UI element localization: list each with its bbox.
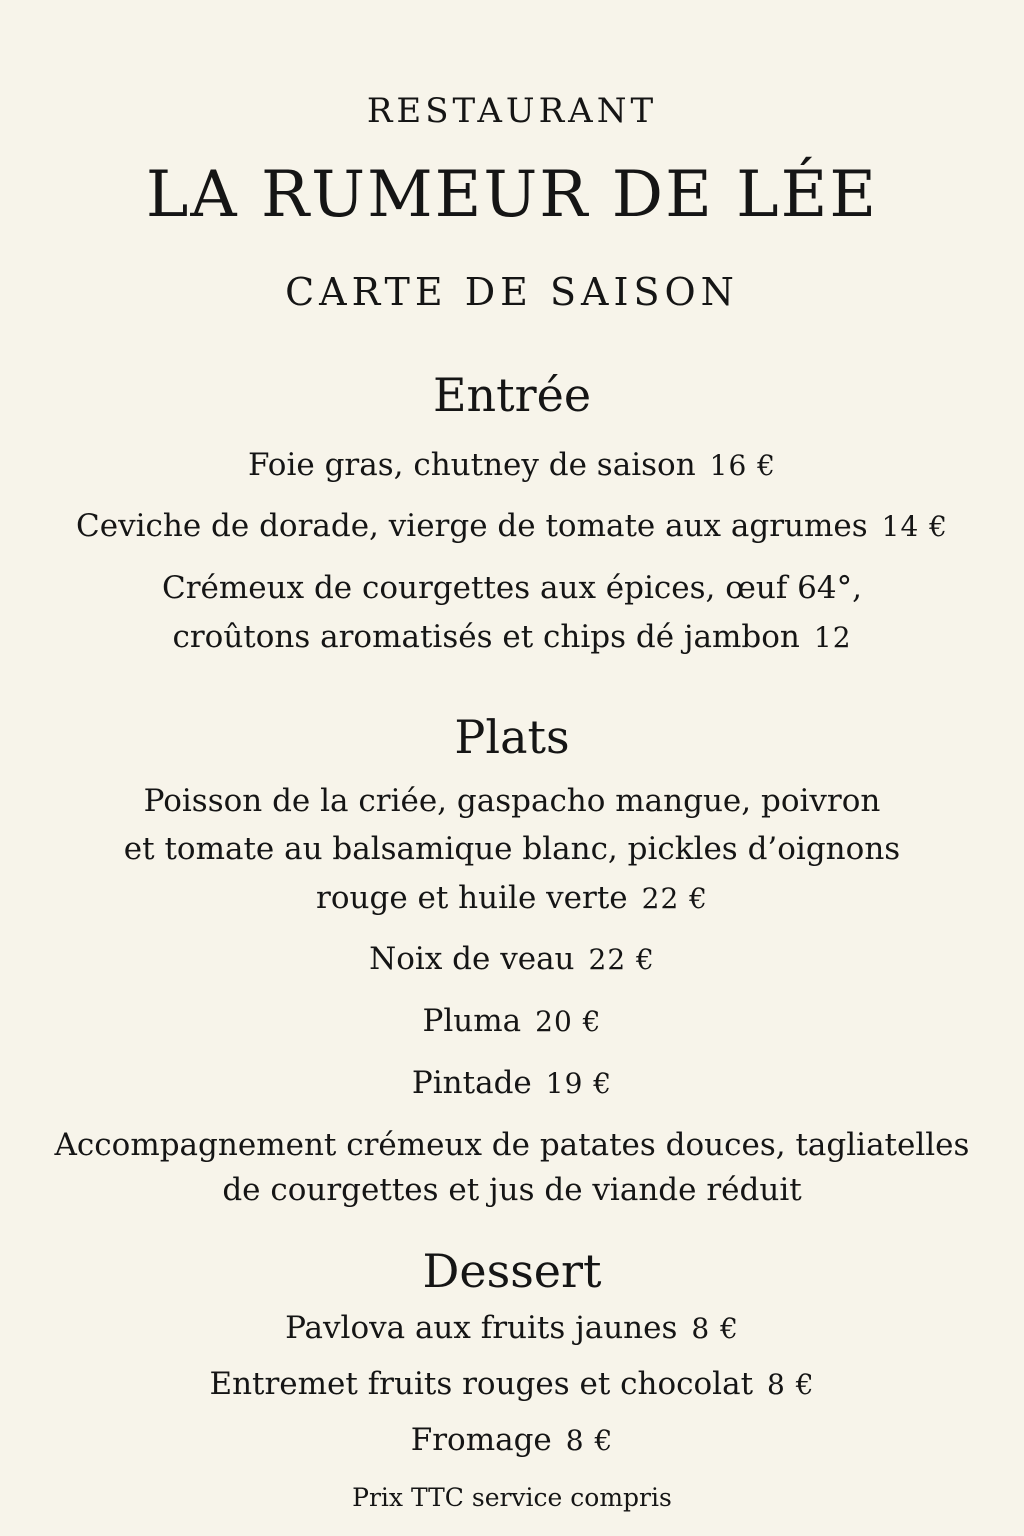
price-note: Prix TTC service compris bbox=[352, 1483, 672, 1512]
plat-item-pluma bbox=[0, 1003, 1024, 1039]
item-label: Crémeux de courgettes aux épices, œuf 64°, bbox=[162, 570, 862, 606]
item-price: 14 € bbox=[881, 510, 948, 543]
entree-item-cremeux-line-2 bbox=[0, 619, 1024, 655]
entree-item-ceviche bbox=[0, 508, 1024, 544]
item-price: 20 € bbox=[535, 1005, 602, 1038]
item-price: 19 € bbox=[545, 1067, 613, 1100]
section-title-plats: Plats bbox=[454, 710, 570, 764]
item-label: Poisson de la criée, gaspacho mangue, poivron bbox=[143, 783, 881, 819]
item-price: 16 € bbox=[709, 449, 776, 482]
item-label: Pavlova aux fruits jaunes bbox=[285, 1310, 678, 1346]
item-label: Noix de veau bbox=[369, 941, 575, 977]
item-label: Pluma bbox=[422, 1003, 522, 1039]
dessert-item-pavlova bbox=[0, 1310, 1024, 1346]
plats-accompaniment-line-2: de courgettes et jus de viande réduit bbox=[222, 1172, 802, 1208]
entree-item-foie-gras bbox=[0, 447, 1024, 483]
plat-item-poisson-line-1 bbox=[0, 783, 1024, 819]
restaurant-label: RESTAURANT bbox=[366, 91, 658, 131]
entree-item-cremeux-line-1 bbox=[0, 570, 1024, 606]
dessert-item-fromage bbox=[0, 1422, 1024, 1458]
item-price: 12 bbox=[813, 621, 852, 654]
plat-item-poisson-line-3 bbox=[0, 880, 1024, 916]
item-label: Ceviche de dorade, vierge de tomate aux agrumes bbox=[76, 508, 868, 544]
plat-item-pintade bbox=[0, 1065, 1024, 1101]
restaurant-name: LA RUMEUR DE LÉE bbox=[145, 158, 879, 232]
item-label: Pintade bbox=[411, 1065, 532, 1101]
item-price: 8 € bbox=[767, 1368, 815, 1401]
section-title-entree: Entrée bbox=[432, 368, 592, 422]
item-price: 22 € bbox=[641, 882, 708, 915]
plat-item-poisson-line-2 bbox=[0, 831, 1024, 867]
item-label: Foie gras, chutney de saison bbox=[247, 447, 696, 483]
item-price: 8 € bbox=[565, 1424, 614, 1457]
section-title-dessert: Dessert bbox=[422, 1244, 602, 1298]
item-label: Entremet fruits rouges et chocolat bbox=[209, 1366, 754, 1402]
plats-accompaniment-line-1: Accompagnement crémeux de patates douces, tagliatelles bbox=[54, 1127, 970, 1163]
menu-subtitle: CARTE DE SAISON bbox=[285, 270, 739, 314]
dessert-item-entremet bbox=[0, 1366, 1024, 1402]
item-label: rouge et huile verte bbox=[316, 880, 628, 916]
item-price: 8 € bbox=[691, 1312, 739, 1345]
item-label: et tomate au balsamique blanc, pickles d’oignons bbox=[123, 831, 901, 867]
item-label: Fromage bbox=[410, 1422, 552, 1458]
item-price: 22 € bbox=[588, 943, 655, 976]
item-label: croûtons aromatisés et chips dé jambon bbox=[172, 619, 800, 655]
plat-item-noix-de-veau bbox=[0, 941, 1024, 977]
